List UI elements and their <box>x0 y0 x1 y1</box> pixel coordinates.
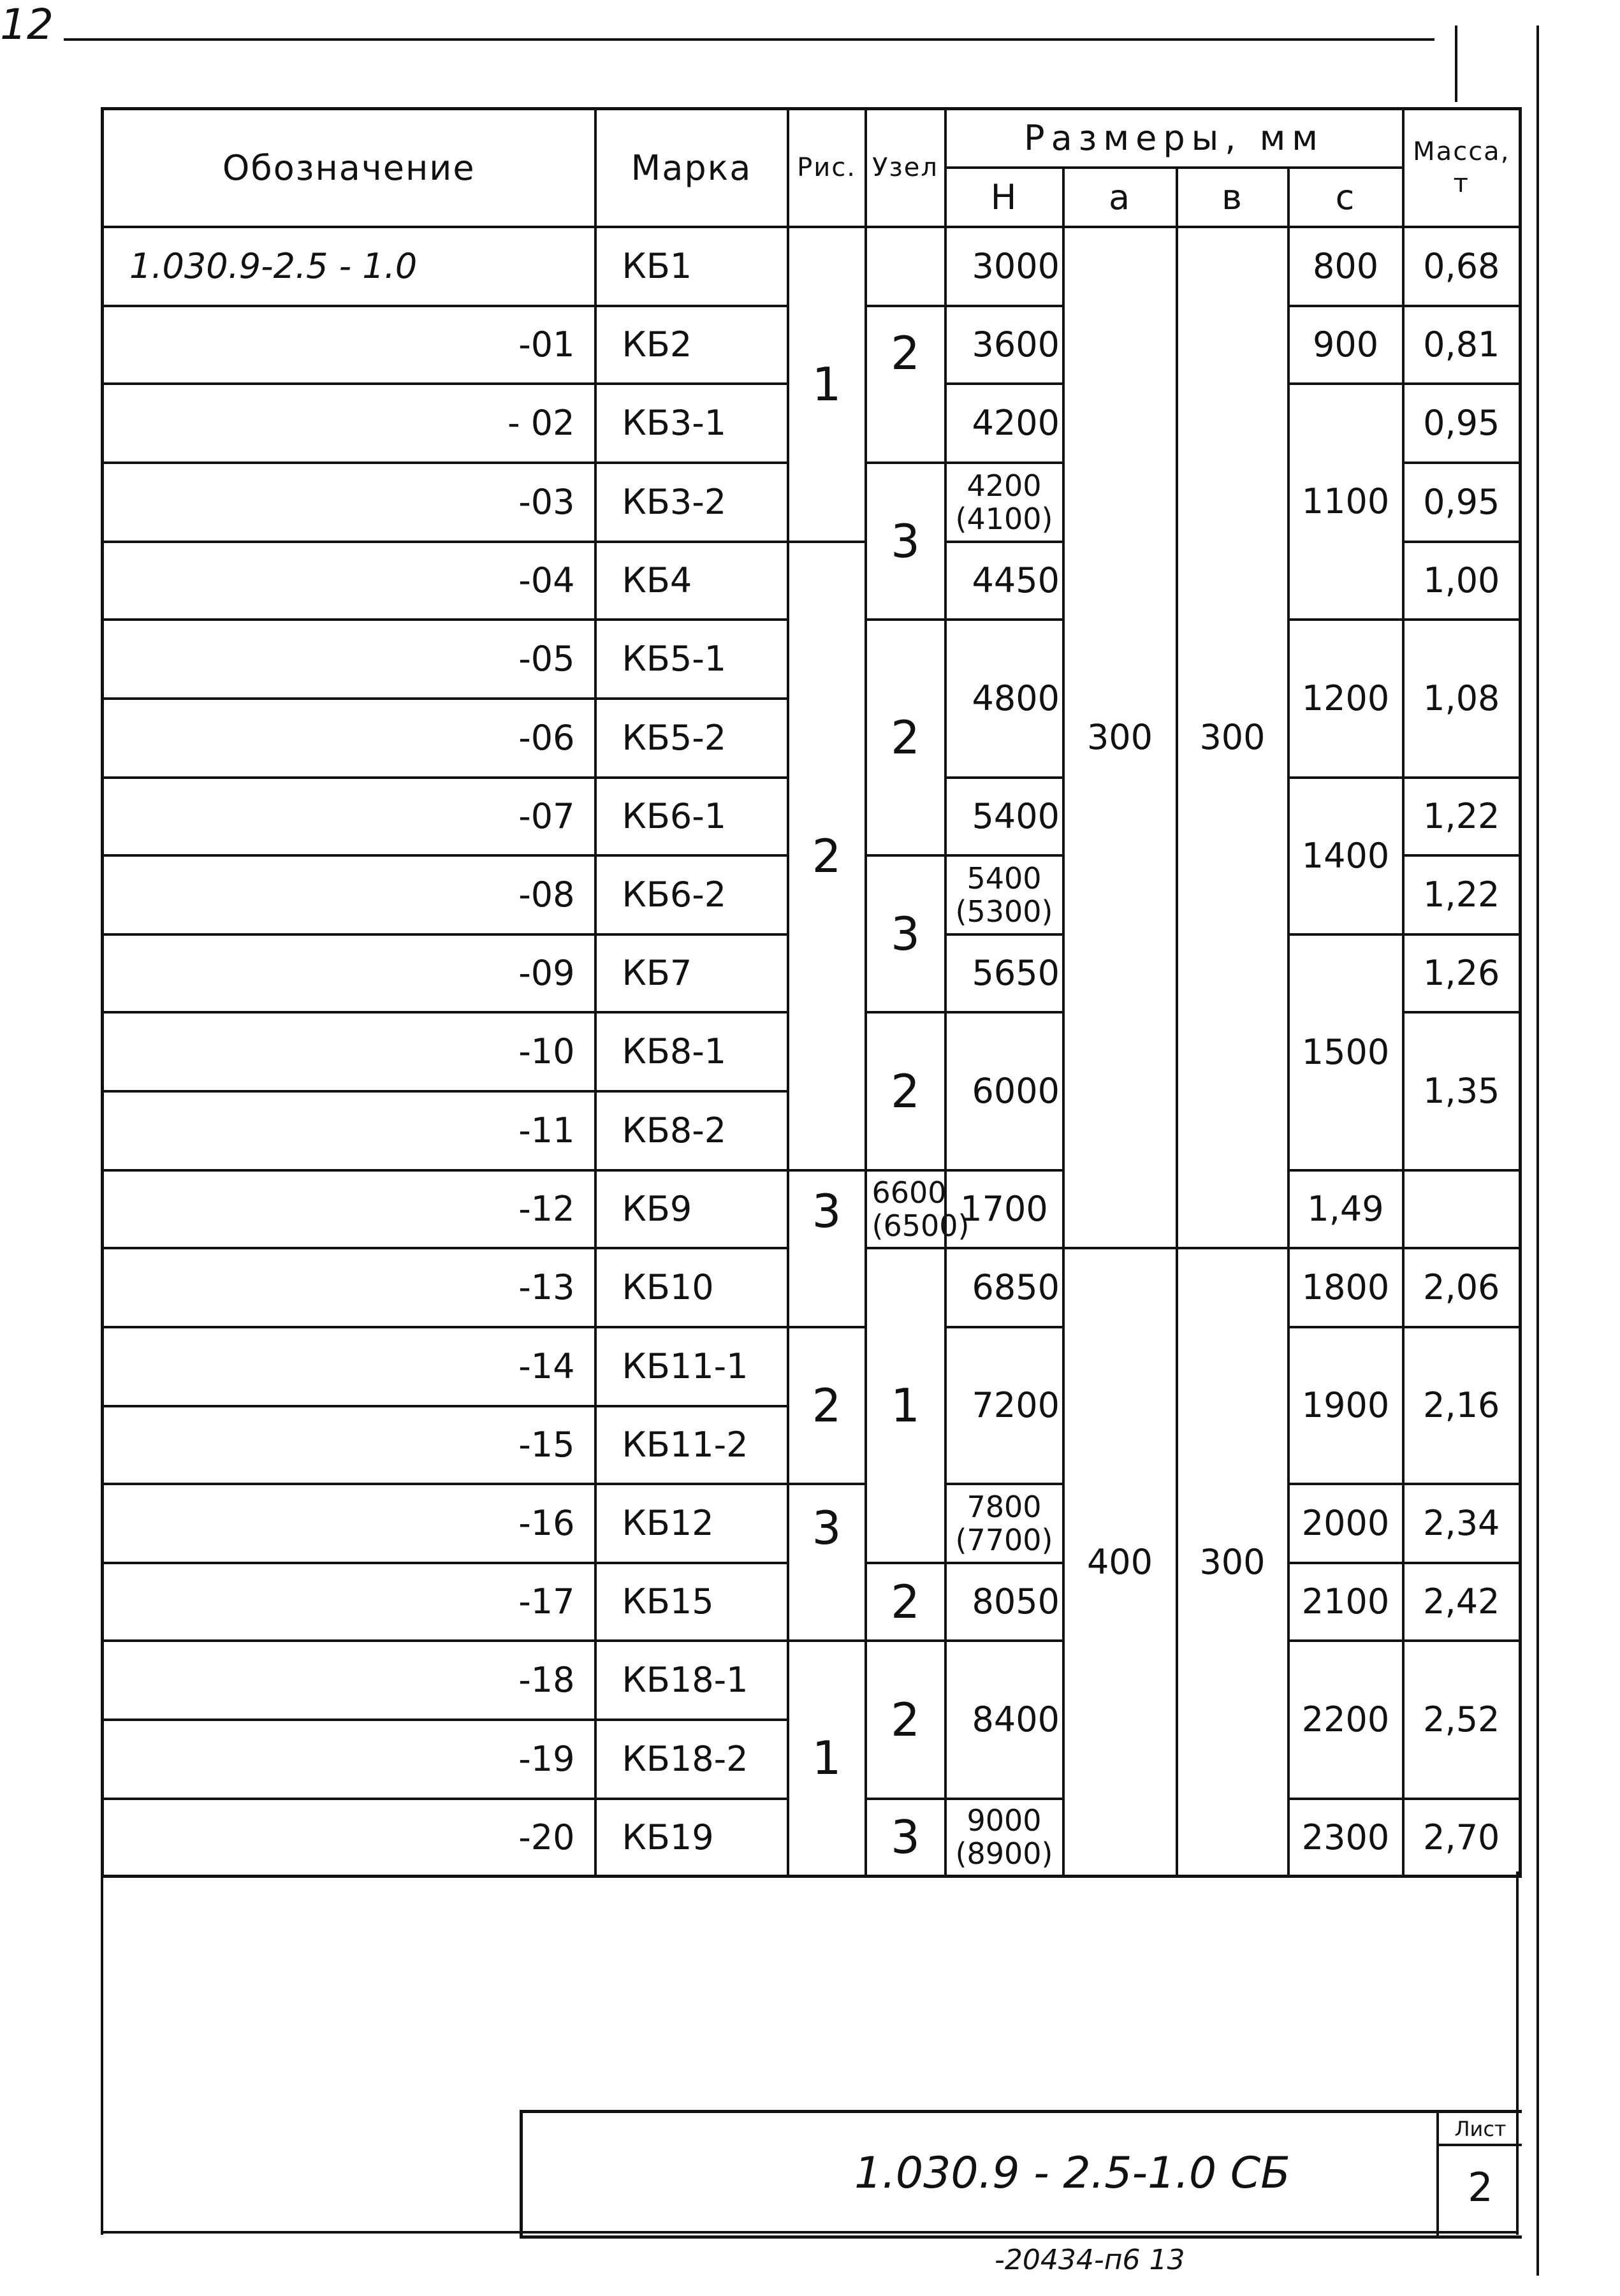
row-h: 4450 <box>945 542 1063 620</box>
row-h-double <box>945 1484 1063 1563</box>
merged-b: 300 <box>1177 1248 1288 1877</box>
row-designation: -05 <box>103 620 595 699</box>
row-c: 2300 <box>1288 1799 1403 1877</box>
row-h: 6850 <box>945 1248 1063 1327</box>
row-mark: КБ18-2 <box>595 1720 788 1799</box>
merged-c: 1900 <box>1288 1327 1403 1484</box>
header-c: с <box>1288 168 1403 227</box>
row-mark: КБ8-2 <box>595 1091 788 1170</box>
row-h: 3600 <box>945 306 1063 384</box>
header-mark: Марка <box>595 109 788 227</box>
merged-figure: 1 <box>788 1641 866 1877</box>
row-designation: -16 <box>103 1484 595 1563</box>
row-designation: -15 <box>103 1406 595 1484</box>
row-h-double <box>945 1799 1063 1877</box>
merged-node: 3 <box>866 463 945 620</box>
merged-mass: 2,52 <box>1403 1641 1521 1799</box>
row-h-alt: (8900) <box>955 1836 1053 1871</box>
merged-h: 7200 <box>945 1327 1063 1484</box>
row-designation: -18 <box>103 1641 595 1720</box>
row-c: 900 <box>1288 306 1403 384</box>
row-designation: -04 <box>103 542 595 620</box>
header-designation: Обозначение <box>103 109 595 227</box>
row-mark: КБ2 <box>595 306 788 384</box>
row-designation: -07 <box>103 778 595 855</box>
row-designation: - 02 <box>103 384 595 463</box>
sheet-corner-number: 12 <box>0 0 54 49</box>
header-dimensions: Размеры, мм <box>945 109 1403 168</box>
merged-node: 3 <box>866 855 945 1012</box>
row-mark: КБ7 <box>595 934 788 1012</box>
specification-table <box>101 107 1522 1878</box>
sheet-number: 2 <box>1468 2164 1493 2211</box>
row-mark: КБ11-2 <box>595 1406 788 1484</box>
sheet-label: Лист <box>1454 2117 1507 2141</box>
row-mass: 1,22 <box>1403 855 1521 934</box>
row-c: 800 <box>1288 227 1403 306</box>
row-mass: 1,49 <box>1288 1170 1403 1248</box>
row-mark: КБ9 <box>595 1170 788 1248</box>
row-h: 6600 <box>872 1175 947 1210</box>
top-border-line <box>64 38 1434 41</box>
row-mark: КБ12 <box>595 1484 788 1563</box>
merged-c: 1500 <box>1288 934 1403 1170</box>
row-c: 2100 <box>1288 1563 1403 1641</box>
row-h-double <box>945 463 1063 542</box>
merged-node: 2 <box>866 306 945 463</box>
row-mark: КБ18-1 <box>595 1641 788 1720</box>
merged-c: 1400 <box>1288 778 1403 934</box>
row-designation: -19 <box>103 1720 595 1799</box>
document-code: 1.030.9 - 2.5-1.0 СБ <box>854 2148 1290 2198</box>
bottom-frame-line <box>101 2231 1519 2234</box>
row-designation: -06 <box>103 699 595 778</box>
row-mark: КБ5-1 <box>595 620 788 699</box>
row-designation: -12 <box>103 1170 595 1248</box>
row-mass: 2,34 <box>1403 1484 1521 1563</box>
row-h-double <box>945 855 1063 934</box>
row-mass: 1,26 <box>1403 934 1521 1012</box>
row-designation: -03 <box>103 463 595 542</box>
row-mark: КБ19 <box>595 1799 788 1877</box>
row-mass: 0,68 <box>1403 227 1521 306</box>
row-designation: -13 <box>103 1248 595 1327</box>
header-figure: Рис. <box>788 109 866 227</box>
row-designation: 1.030.9-2.5 - 1.0 <box>103 227 595 306</box>
row-designation: -08 <box>103 855 595 934</box>
sheet-divider <box>1439 2144 1522 2146</box>
merged-mass: 1,08 <box>1403 620 1521 778</box>
left-frame-line <box>101 1871 103 2235</box>
row-mass: 1,22 <box>1403 778 1521 855</box>
row-h: 3000 <box>945 227 1063 306</box>
header-mass: Масса, т <box>1403 109 1521 227</box>
row-mass: 0,81 <box>1403 306 1521 384</box>
merged-c: 1100 <box>1288 384 1403 620</box>
row-c: 2000 <box>1288 1484 1403 1563</box>
row-mark: КБ6-2 <box>595 855 788 934</box>
merged-mass: 2,16 <box>1403 1327 1521 1484</box>
merged-h: 6000 <box>945 1012 1063 1170</box>
header-a: а <box>1063 168 1177 227</box>
merged-a: 400 <box>1063 1248 1177 1877</box>
row-designation: -01 <box>103 306 595 384</box>
merged-node: 2 <box>866 620 945 855</box>
row-designation: -10 <box>103 1012 595 1091</box>
sheet-corner-divider <box>1455 25 1457 102</box>
row-h: 8050 <box>945 1563 1063 1641</box>
row-h: 9000 <box>967 1803 1042 1838</box>
merged-c: 1200 <box>1288 620 1403 778</box>
merged-figure: 1 <box>866 1248 945 1563</box>
merged-figure: 2 <box>788 542 866 1170</box>
row-mark: КБ10 <box>595 1248 788 1327</box>
header-node: Узел <box>866 109 945 227</box>
row-mark: КБ4 <box>595 542 788 620</box>
row-mark: КБ8-1 <box>595 1012 788 1091</box>
merged-node: 2 <box>866 1641 945 1799</box>
merged-b: 300 <box>1177 227 1288 1248</box>
merged-node: 2 <box>866 1012 945 1170</box>
merged-figure: 1 <box>788 227 866 542</box>
row-h-alt: (7700) <box>955 1522 1053 1557</box>
row-mark: КБ6-1 <box>595 778 788 855</box>
row-mass: 0,95 <box>1403 463 1521 542</box>
row-designation: -09 <box>103 934 595 1012</box>
row-designation: -11 <box>103 1091 595 1170</box>
row-node <box>866 227 945 306</box>
row-mass: 2,70 <box>1403 1799 1521 1877</box>
row-h: 4200 <box>945 384 1063 463</box>
merged-mass: 1,35 <box>1403 1012 1521 1170</box>
row-c: 1700 <box>945 1170 1063 1248</box>
merged-node: 3 <box>788 1170 866 1327</box>
right-frame-line <box>1536 25 1539 2276</box>
merged-h: 4800 <box>945 620 1063 778</box>
row-mark: КБ1 <box>595 227 788 306</box>
row-h: 4200 <box>967 468 1042 503</box>
merged-c: 2200 <box>1288 1641 1403 1799</box>
row-h: 5650 <box>945 934 1063 1012</box>
row-h-double <box>866 1170 970 1248</box>
row-h: 5400 <box>945 778 1063 855</box>
row-h-alt: (5300) <box>955 894 1053 929</box>
row-h-alt: (6500) <box>872 1208 970 1243</box>
merged-h: 8400 <box>945 1641 1063 1799</box>
row-h: 5400 <box>967 861 1042 896</box>
row-mass: 2,42 <box>1403 1563 1521 1641</box>
row-mark: КБ15 <box>595 1563 788 1641</box>
row-mass: 2,06 <box>1403 1248 1521 1327</box>
row-mass: 0,95 <box>1403 384 1521 463</box>
row-node: 3 <box>866 1799 945 1877</box>
row-h-alt: (4100) <box>955 501 1053 536</box>
merged-node: 2 <box>788 1327 866 1484</box>
header-b: в <box>1177 168 1288 227</box>
row-figure: 2 <box>866 1563 945 1641</box>
row-mark: КБ3-1 <box>595 384 788 463</box>
row-h: 7800 <box>967 1489 1042 1524</box>
row-mass: 1,00 <box>1403 542 1521 620</box>
row-mark: КБ5-2 <box>595 699 788 778</box>
row-designation: -17 <box>103 1563 595 1641</box>
title-block <box>520 2110 1522 2239</box>
footer-code: -20434-п6 13 <box>995 2244 1185 2276</box>
row-mark: КБ11-1 <box>595 1327 788 1406</box>
row-designation: -20 <box>103 1799 595 1877</box>
header-h: Н <box>945 168 1063 227</box>
row-mark: КБ3-2 <box>595 463 788 542</box>
merged-a: 300 <box>1063 227 1177 1248</box>
row-designation: -14 <box>103 1327 595 1406</box>
sheet-box <box>1436 2113 1522 2235</box>
row-c: 1800 <box>1288 1248 1403 1327</box>
merged-node: 3 <box>788 1484 866 1641</box>
